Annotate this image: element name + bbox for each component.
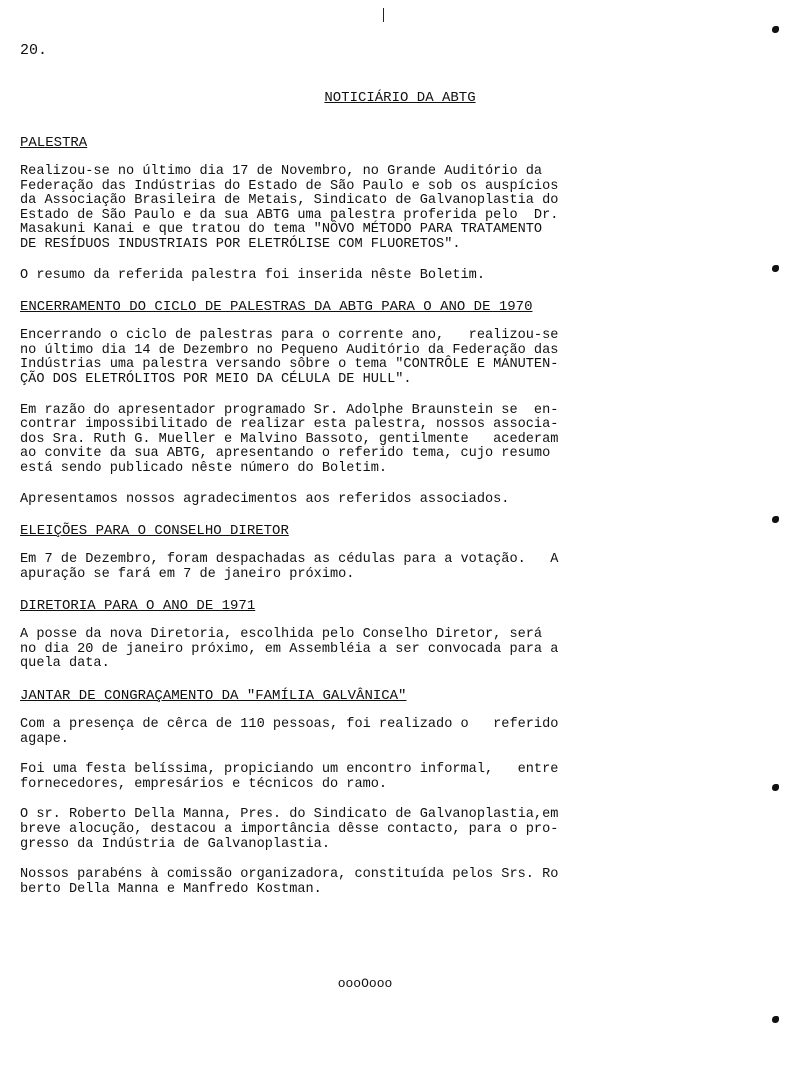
article-body bbox=[20, 135, 700, 913]
paragraph: Com a presença de cêrca de 110 pessoas, foi realizado o referido agape. bbox=[20, 717, 559, 747]
paragraph: Foi uma festa belíssima, propiciando um encontro informal, entre fornecedores, empresários e técnicos do ramo. bbox=[20, 762, 559, 792]
scan-speck bbox=[772, 784, 779, 791]
scan-speck bbox=[772, 516, 779, 523]
paragraph: Em razão do apresentador programado Sr. Adolphe Braunstein se en- contrar impossibilitado de realizar esta palestra, nossos associa- dos Sra. Ruth G. Mueller e Malvino Bassoto, gentilmente acederam ao convite da sua ABTG, apresentando o referido tema, cujo resumo está sendo publicado nêste número do Boletim. bbox=[20, 402, 559, 476]
paragraph: A posse da nova Diretoria, escolhida pelo Conselho Diretor, será no dia 20 de janeiro próximo, em Assembléia a ser convocada para a quela data. bbox=[20, 627, 559, 672]
section-palestra bbox=[20, 135, 700, 283]
scan-speck bbox=[772, 26, 779, 33]
paragraph: Realizou-se no último dia 17 de Novembro, no Grande Auditório da Federação das Indústrias do Estado de São Paulo e sob os auspícios da Associação Brasileira de Metais, Sindicato de Galvanoplastia do Estado de São Paulo e da sua ABTG uma palestra proferida pelo Dr. Masakuni Kanai e que tratou do tema "NÔVO MÉTODO PARA TRATAMENTO DE RESÍDUOS INDUSTRIAIS POR ELETRÓLISE COM FLUORETOS". bbox=[20, 164, 559, 252]
section-jantar bbox=[20, 688, 700, 897]
paragraph: Em 7 de Dezembro, foram despachadas as cédulas para a votação. A apuração se fará em 7 de janeiro próximo. bbox=[20, 552, 559, 582]
scan-mark bbox=[383, 8, 384, 22]
section-heading: JANTAR DE CONGRAÇAMENTO DA "FAMÍLIA GALVÂNICA" bbox=[20, 688, 407, 705]
section-heading: ELEIÇÕES PARA O CONSELHO DIRETOR bbox=[20, 523, 289, 540]
paragraph: Encerrando o ciclo de palestras para o corrente ano, realizou-se no último dia 14 de Dezembro no Pequeno Auditório da Federação das Indústrias uma palestra versando sôbre o tema "CONTRÔLE E MANUTEN- ÇÃO DOS ELETRÓLITOS POR MEIO DA CÉLULA DE HULL". bbox=[20, 328, 559, 387]
section-eleicoes bbox=[20, 523, 700, 582]
section-heading: PALESTRA bbox=[20, 135, 88, 151]
scan-speck bbox=[772, 1016, 779, 1023]
page-title: NOTICIÁRIO DA ABTG bbox=[324, 90, 476, 106]
section-heading: ENCERRAMENTO DO CICLO DE PALESTRAS DA ABTG PARA O ANO DE 1970 bbox=[20, 299, 533, 316]
section-encerramento bbox=[20, 299, 700, 507]
section-heading: DIRETORIA PARA O ANO DE 1971 bbox=[20, 598, 256, 615]
page-number: 20. bbox=[20, 42, 48, 59]
end-ornament: oooOooo bbox=[337, 976, 393, 991]
paragraph: O resumo da referida palestra foi inserida nêste Boletim. bbox=[20, 267, 485, 283]
paragraph: O sr. Roberto Della Manna, Pres. do Sindicato de Galvanoplastia,em breve alocução, destacou a importância dêsse contacto, para o pro- gresso da Indústria de Galvanoplastia. bbox=[20, 807, 559, 852]
scan-speck bbox=[772, 265, 779, 272]
paragraph: Nossos parabéns à comissão organizadora, constituída pelos Srs. Ro berto Della Manna e Manfredo Kostman. bbox=[20, 867, 559, 897]
section-diretoria bbox=[20, 598, 700, 672]
paragraph: Apresentamos nossos agradecimentos aos referidos associados. bbox=[20, 491, 510, 507]
